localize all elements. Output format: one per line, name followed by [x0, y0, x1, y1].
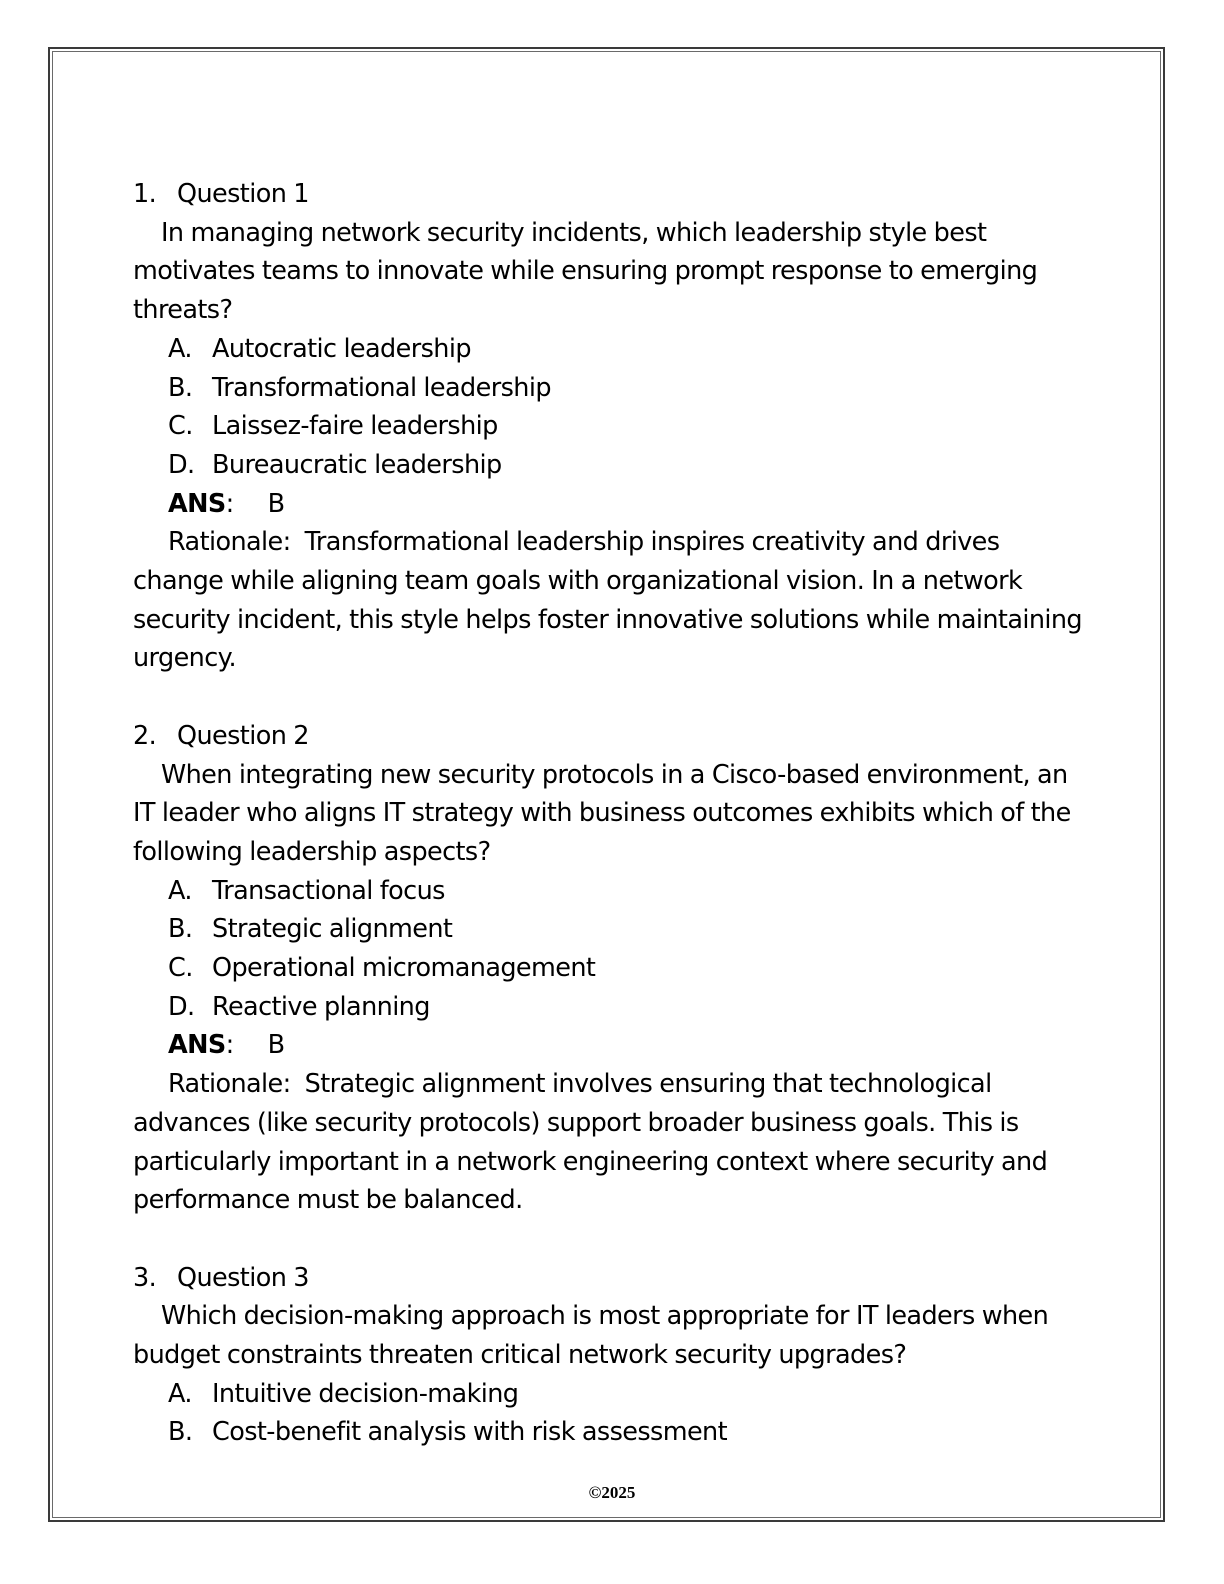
answer-value: B: [267, 488, 285, 519]
answer-option: [133, 330, 1093, 369]
question-text: When integrating new security protocols in a Cisco-based environment, an IT leader who aligns IT strategy with business outcomes exhibits which of the following leadership aspects?: [133, 759, 1071, 867]
answer-value: B: [267, 1030, 285, 1061]
answer-options: [133, 330, 1093, 485]
answer-option: [133, 949, 1093, 988]
question-block: [133, 175, 1093, 678]
answer-option: [133, 446, 1093, 485]
option-letter: D.: [168, 991, 195, 1022]
question-title: Question 1: [177, 179, 309, 209]
answer-options: [133, 872, 1093, 1027]
option-text: Reactive planning: [212, 991, 430, 1022]
option-text: Bureaucratic leadership: [212, 449, 502, 480]
question-title: Question 3: [177, 1262, 309, 1293]
rationale-text: Strategic alignment involves ensuring that technological advances (like security protocols) support broader business goals. This is particularly important in a network engineering context where security and performance must be balanced.: [133, 1069, 1048, 1216]
rationale-label: Rationale:: [168, 1069, 291, 1100]
question-text: In managing network security incidents, which leadership style best motivates teams to innovate while ensuring prompt response to emerging threats?: [133, 217, 1038, 326]
answer-option: [133, 407, 1093, 446]
question-text: Which decision-making approach is most appropriate for IT leaders when budget constraints threaten critical network security upgrades?: [133, 1301, 1049, 1371]
question-list: [133, 175, 1093, 1491]
option-text: Transformational leadership: [212, 372, 551, 403]
answer-option: [133, 1413, 1093, 1452]
option-letter: A.: [168, 333, 192, 364]
option-text: Cost-benefit analysis with risk assessment: [212, 1417, 728, 1448]
option-letter: B.: [168, 914, 193, 945]
option-text: Autocratic leadership: [212, 333, 471, 364]
question-block: [133, 717, 1093, 1220]
answer-options: [133, 1375, 1093, 1452]
option-letter: A.: [168, 875, 192, 906]
question-title: Question 2: [177, 720, 309, 751]
question-heading: [133, 717, 1093, 756]
answer-option: [133, 1375, 1093, 1414]
rationale-text: Transformational leadership inspires creativity and drives change while aligning team goals with organizational vision. In a network security incident, this style helps foster innovative solutions while maintaining urgency.: [133, 527, 1083, 674]
answer-option: [133, 369, 1093, 408]
question-block: [133, 1259, 1093, 1453]
question-number: 2.: [133, 720, 157, 751]
question-number: 3.: [133, 1262, 157, 1293]
answer-option: [133, 988, 1093, 1027]
option-text: Operational micromanagement: [212, 953, 596, 984]
rationale: [133, 1065, 1093, 1220]
answer-option: [133, 910, 1093, 949]
answer-option: [133, 872, 1093, 911]
option-letter: B.: [168, 372, 193, 403]
rationale: [133, 523, 1093, 678]
option-letter: C.: [168, 411, 193, 442]
answer-label: ANS: [168, 488, 226, 519]
option-text: Transactional focus: [212, 875, 445, 906]
option-letter: C.: [168, 953, 193, 984]
answer-line: ANS: B: [168, 488, 285, 519]
option-text: Intuitive decision-making: [212, 1378, 519, 1409]
question-number: 1.: [133, 179, 157, 209]
option-letter: D.: [168, 449, 195, 480]
copyright-footer: ©2025: [588, 1483, 636, 1502]
answer-line: ANS: B: [168, 1030, 285, 1061]
option-letter: B.: [168, 1417, 193, 1448]
question-heading: [133, 1259, 1093, 1298]
answer-label: ANS: [168, 1030, 226, 1061]
option-text: Strategic alignment: [212, 914, 453, 945]
question-heading: [133, 175, 1093, 214]
rationale-label: Rationale:: [168, 527, 291, 558]
option-letter: A.: [168, 1378, 192, 1409]
option-text: Laissez-faire leadership: [212, 411, 498, 442]
